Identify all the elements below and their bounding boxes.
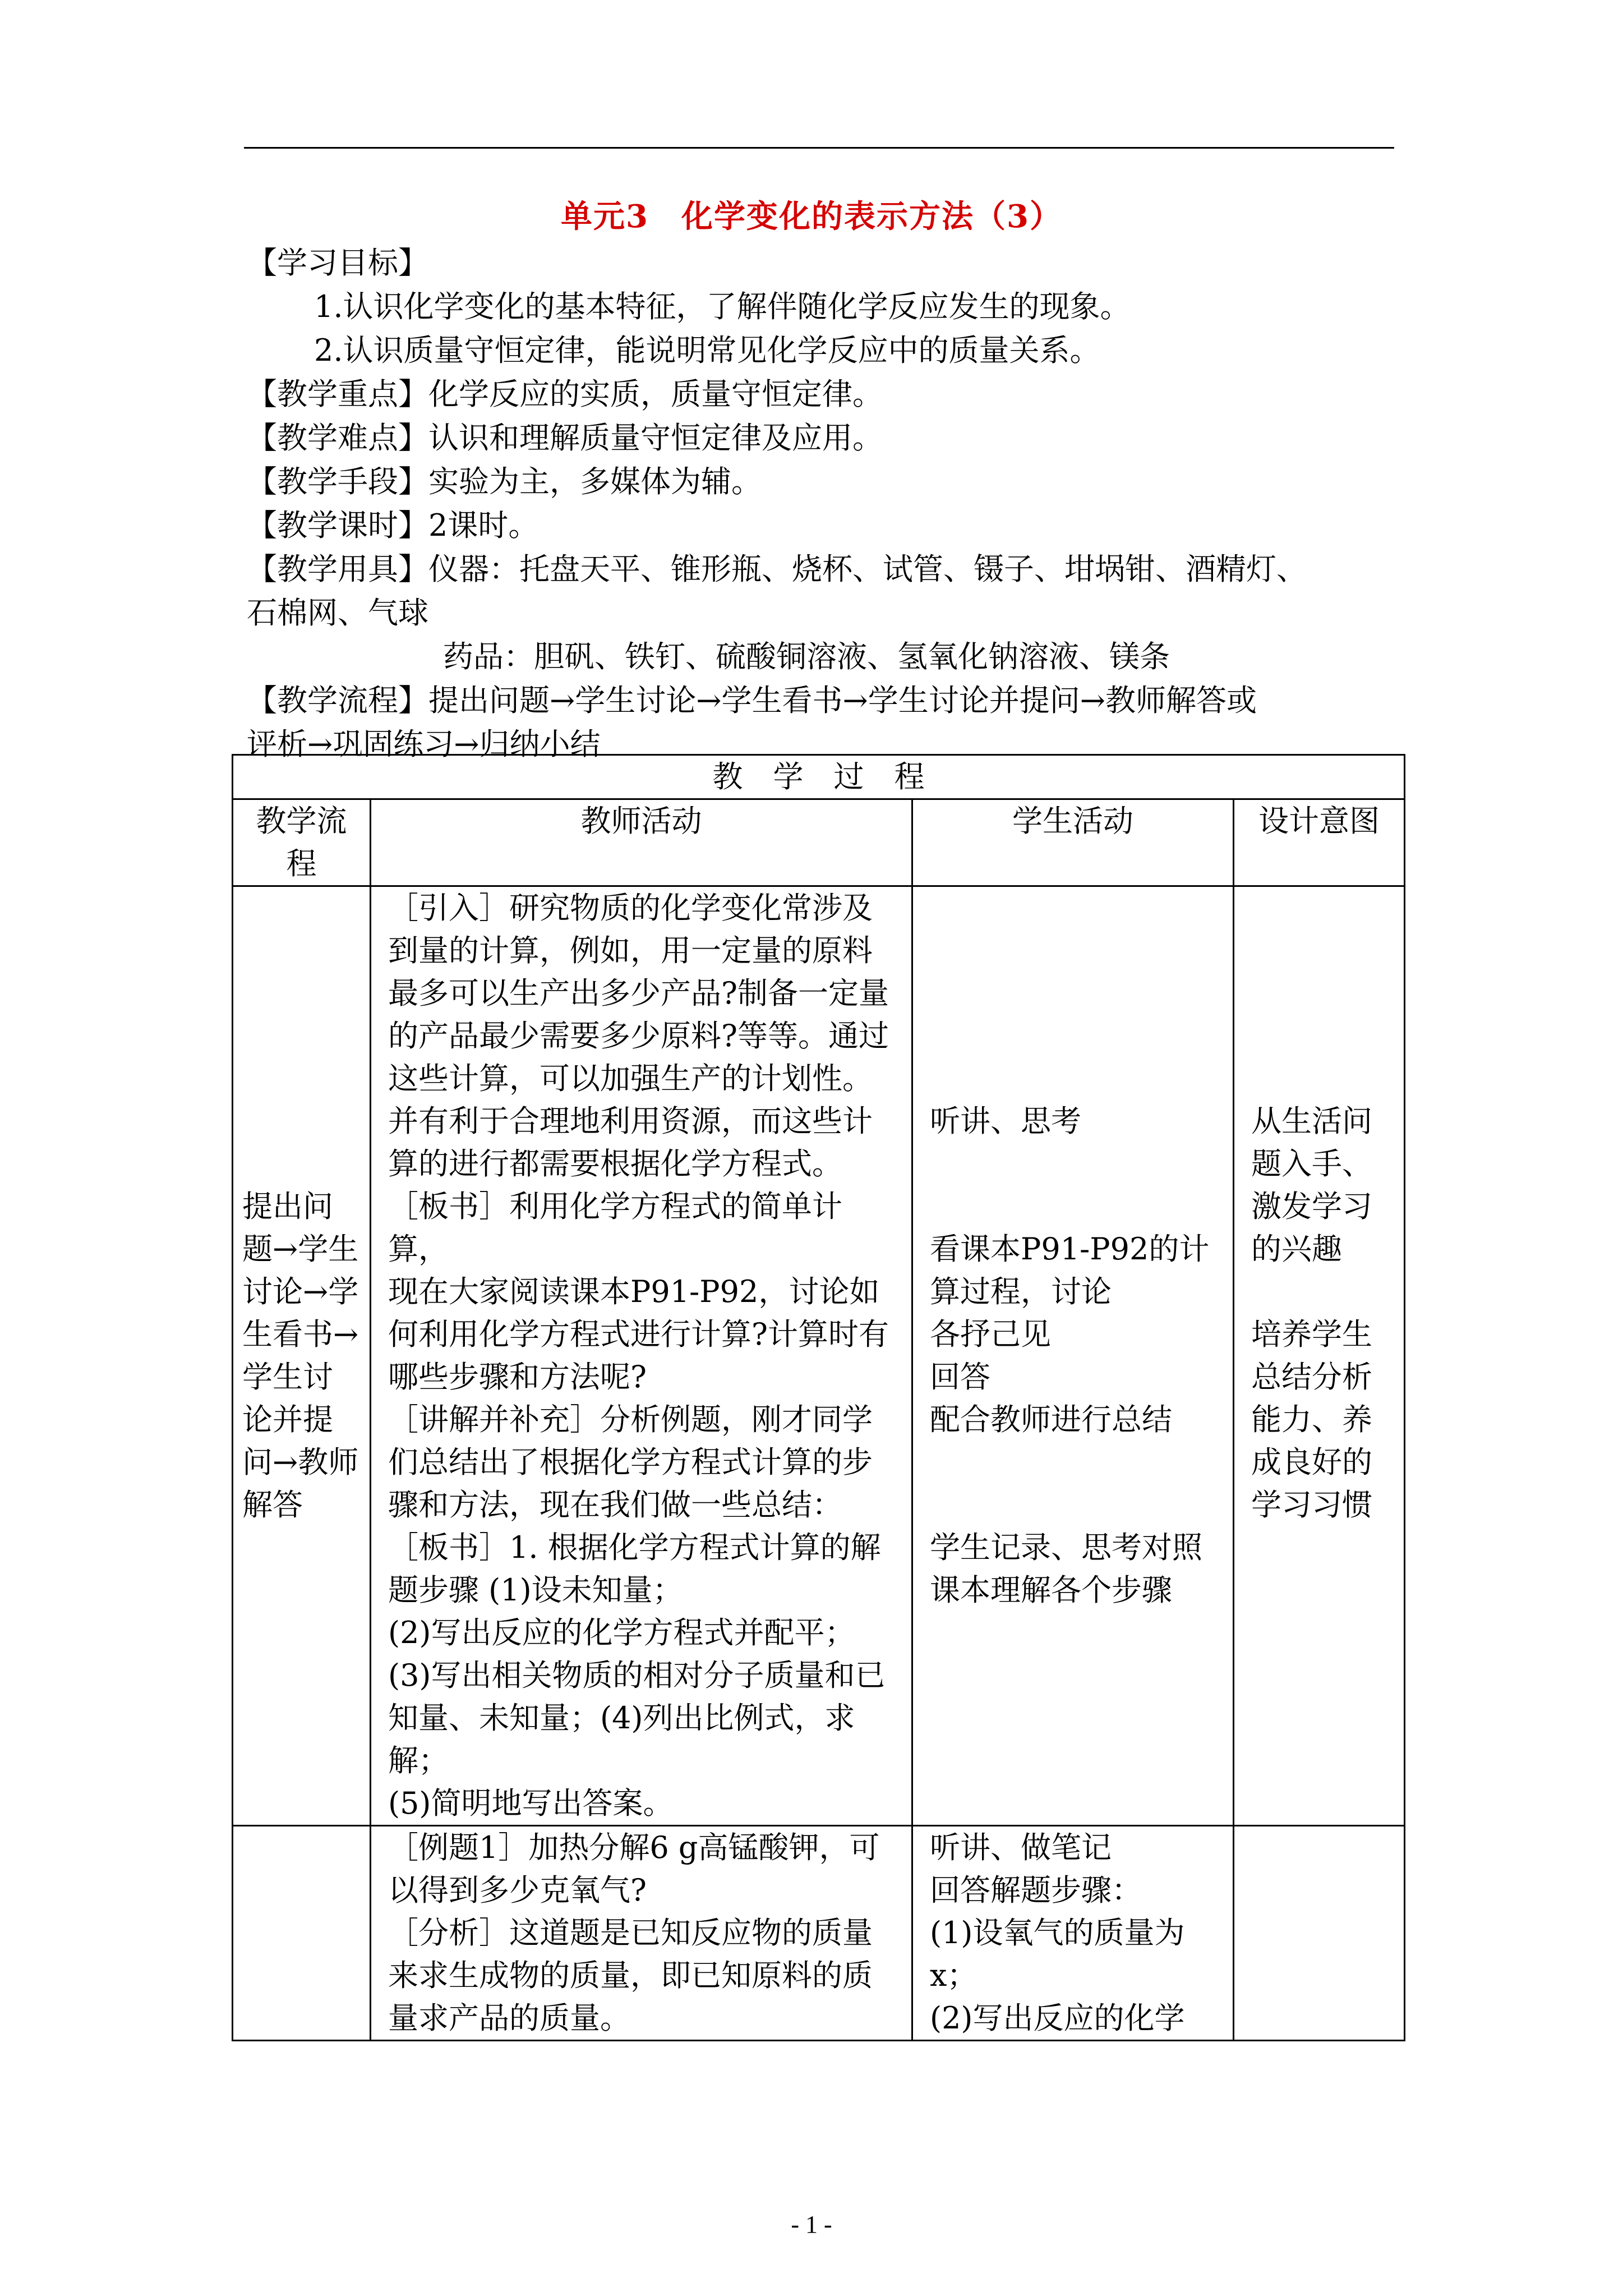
table-caption-row <box>233 755 1405 799</box>
goal-2: 2.认识质量守恒定律，能说明常见化学反应中的质量关系。 <box>314 333 1100 368</box>
student-cell <box>912 886 1234 1826</box>
teacher-explain: ［讲解并补充］分析例题，刚才同学们总结出了根据化学方程式计算的步骤和方法，现在我们做一些总结： <box>388 1402 873 1522</box>
class-hours: 【教学课时】2课时。 <box>247 508 539 543</box>
table-row <box>233 886 1405 1826</box>
page-number: - 1 - <box>791 2211 832 2238</box>
student-step-2: (2)写出反应的化学 <box>930 2000 1185 2036</box>
tools-line-3: 药品：胆矾、铁钉、硫酸铜溶液、氢氧化钠溶液、镁条 <box>443 639 1170 674</box>
table-header-row <box>233 799 1405 886</box>
header-intent: 设计意图 <box>1234 799 1405 886</box>
flow-line-1: 【教学流程】提出问题→学生讨论→学生看书→学生讨论并提问→教师解答或 <box>247 683 1257 718</box>
student-steps: 回答解题步骤： <box>930 1872 1142 1908</box>
intent-cell-2 <box>1234 1826 1405 2041</box>
page-title: 单元3 化学变化的表示方法（3） <box>561 198 1062 235</box>
teacher-reading: 现在大家阅读课本P91-P92，讨论如何利用化学方程式进行计算?计算时有哪些步骤和方法呢? <box>388 1274 889 1395</box>
teacher-step-3: (3)写出相关物质的相对分子质量和已知量、未知量；(4)列出比例式，求解； <box>388 1658 886 1778</box>
student-summary: 配合教师进行总结 <box>930 1402 1172 1437</box>
header-student: 学生活动 <box>912 799 1234 886</box>
key-points: 【教学重点】化学反应的实质，质量守恒定律。 <box>247 376 883 412</box>
table-caption: 教 学 过 程 <box>233 755 1405 799</box>
teacher-step-2: (2)写出反应的化学方程式并配平； <box>388 1615 855 1650</box>
teacher-cell <box>371 886 912 1826</box>
difficulties: 【教学难点】认识和理解质量守恒定律及应用。 <box>247 420 883 455</box>
student-answer: 回答 <box>930 1359 990 1395</box>
table-row <box>233 1826 1405 2041</box>
tools-line-2: 石棉网、气球 <box>247 595 428 631</box>
header-rule <box>244 147 1394 149</box>
teacher-intro: ［引入］研究物质的化学变化常涉及到量的计算，例如，用一定量的原料最多可以生产出多少产品?制备一定量的产品最少需要多少原料?等等。通过这些计算，可以加强生产的计划性。并有利于合理地利用资源，而这些计算的进行都需要根据化学方程式。 <box>388 890 889 1181</box>
teaching-means: 【教学手段】实验为主，多媒体为辅。 <box>247 464 762 499</box>
intent-1: 从生活问题入手、激发学习的兴趣 <box>1251 1103 1372 1267</box>
teacher-cell-2 <box>371 1826 912 2041</box>
student-record: 学生记录、思考对照课本理解各个步骤 <box>930 1530 1202 1608</box>
intent-cell <box>1234 886 1405 1826</box>
lesson-table <box>232 754 1405 2041</box>
stage-cell: 提出问题→学生讨论→学生看书→学生讨论并提问→教师解答 <box>233 886 371 1826</box>
analysis: ［分析］这道题是已知反应物的质量来求生成物的质量，即已知原料的质量求产品的质量。 <box>388 1915 873 2036</box>
student-read: 看课本P91-P92的计算过程，讨论 <box>930 1231 1210 1309</box>
header-stage: 教学流程 <box>233 799 371 886</box>
flow-line-2: 评析→巩固练习→归纳小结 <box>247 726 601 762</box>
student-notes: 听讲、做笔记 <box>930 1830 1112 1865</box>
teacher-step-5: (5)简明地写出答案。 <box>388 1786 674 1821</box>
student-listen: 听讲、思考 <box>930 1103 1081 1139</box>
student-cell-2 <box>912 1826 1234 2041</box>
intro-section <box>247 241 1402 766</box>
example-1: ［例题1］加热分解6 g高锰酸钾，可以得到多少克氧气? <box>388 1830 880 1908</box>
header-teacher: 教师活动 <box>371 799 912 886</box>
intent-2: 培养学生总结分析能力、养成良好的学习习惯 <box>1251 1317 1372 1522</box>
stage-cell-2 <box>233 1826 371 2041</box>
goals-heading: 【学习目标】 <box>247 245 428 280</box>
teacher-board-1: ［板书］利用化学方程式的简单计算， <box>388 1189 842 1267</box>
student-step-1: (1)设氧气的质量为x； <box>930 1915 1185 1993</box>
goal-1: 1.认识化学变化的基本特征，了解伴随化学反应发生的现象。 <box>314 289 1131 324</box>
tools-line-1: 【教学用具】仪器：托盘天平、锥形瓶、烧杯、试管、镊子、坩埚钳、酒精灯、 <box>247 551 1307 587</box>
student-opinion: 各抒己见 <box>930 1317 1051 1352</box>
teacher-board-2: ［板书］1. 根据化学方程式计算的解题步骤 (1)设未知量； <box>388 1530 881 1608</box>
